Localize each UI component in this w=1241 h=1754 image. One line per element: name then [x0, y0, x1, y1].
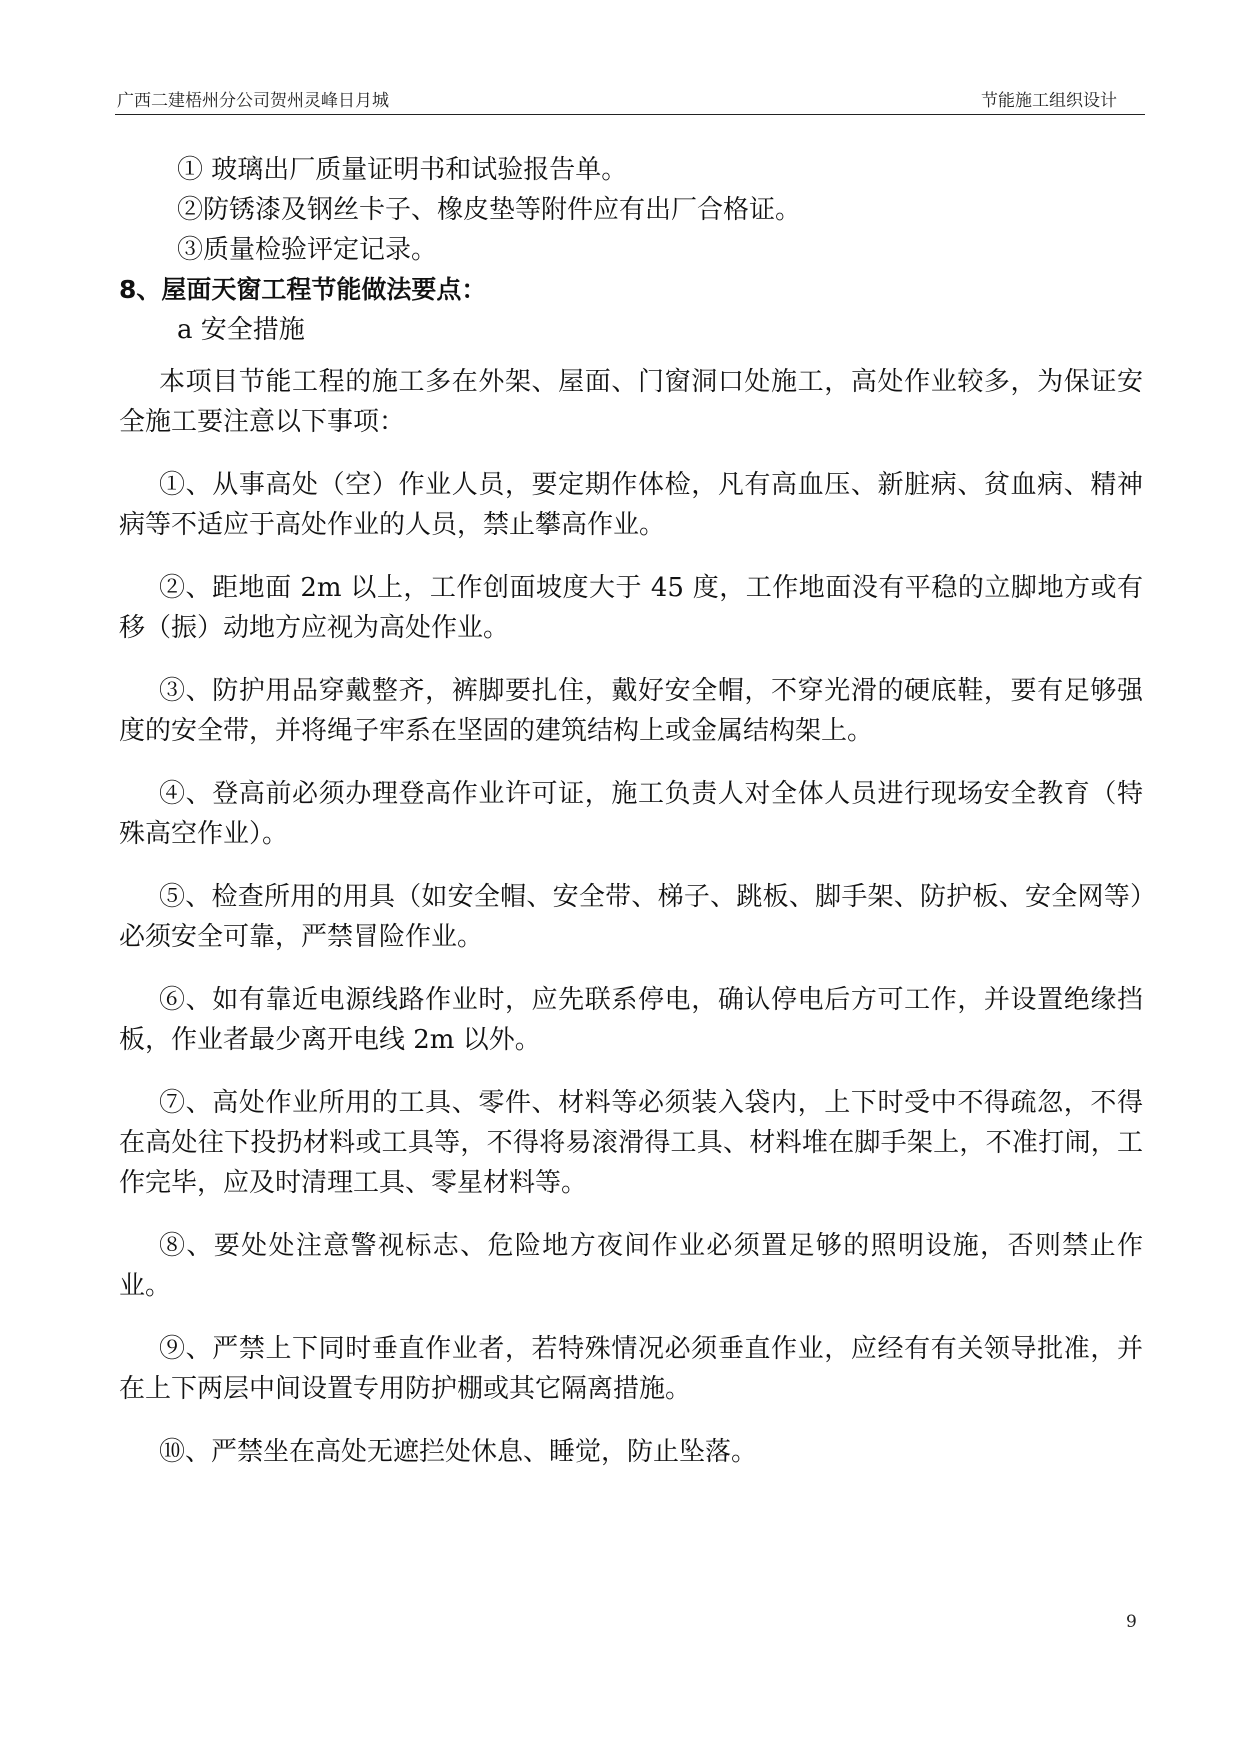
- safety-item-text: ⑥、如有靠近电源线路作业时，应先联系停电，确认停电后方可工作，并设置绝缘挡板，作业者最少离开电线 2m 以外。: [119, 985, 1143, 1055]
- intro-paragraph: [119, 362, 1143, 442]
- safety-item-2: [119, 568, 1143, 648]
- safety-item-text: ③、防护用品穿戴整齐，裤脚要扎住，戴好安全帽，不穿光滑的硬底鞋，要有足够强度的安全带，并将绳子牢系在坚固的建筑结构上或金属结构架上。: [119, 676, 1143, 746]
- safety-item-5: [119, 877, 1143, 957]
- safety-item-text: ④、登高前必须办理登高作业许可证，施工负责人对全体人员进行现场安全教育（特殊高空作业）。: [119, 779, 1143, 849]
- safety-item-8: [119, 1226, 1143, 1306]
- safety-item-6: [119, 980, 1143, 1060]
- safety-item-10: [119, 1432, 1143, 1472]
- safety-item-text: ⑧、要处处注意警视标志、危险地方夜间作业必须置足够的照明设施，否则禁止作业。: [119, 1231, 1143, 1301]
- header-company: 广西二建梧州分公司贺州灵峰日月城: [117, 91, 389, 111]
- subsection-heading: a 安全措施: [177, 315, 305, 345]
- safety-item-9: [119, 1329, 1143, 1409]
- header-doc-title: 节能施工组织设计: [981, 91, 1117, 111]
- doc-item-2: ②防锈漆及钢丝卡子、橡皮垫等附件应有出厂合格证。: [177, 195, 802, 225]
- doc-item-3: ③质量检验评定记录。: [177, 235, 438, 265]
- intro-text: 本项目节能工程的施工多在外架、屋面、门窗洞口处施工，高处作业较多，为保证安全施工要注意以下事项：: [119, 367, 1143, 437]
- page-number: 9: [1126, 1612, 1137, 1632]
- safety-item-text: ①、从事高处（空）作业人员，要定期作体检，凡有高血压、新脏病、贫血病、精神病等不适应于高处作业的人员，禁止攀高作业。: [119, 470, 1143, 540]
- safety-item-text: ⑨、严禁上下同时垂直作业者，若特殊情况必须垂直作业，应经有有关领导批准，并在上下两层中间设置专用防护棚或其它隔离措施。: [119, 1334, 1143, 1404]
- safety-item-7: [119, 1083, 1143, 1203]
- safety-item-text: ⑩、严禁坐在高处无遮拦处休息、睡觉，防止坠落。: [159, 1437, 758, 1467]
- safety-item-1: [119, 465, 1143, 545]
- section-heading: 8、屋面天窗工程节能做法要点：: [119, 275, 487, 304]
- doc-item-1: ① 玻璃出厂质量证明书和试验报告单。: [177, 155, 628, 185]
- safety-item-text: ⑤、检查所用的用具（如安全帽、安全带、梯子、跳板、脚手架、防护板、安全网等）必须安全可靠，严禁冒险作业。: [119, 882, 1143, 952]
- page-header: [115, 86, 1145, 115]
- safety-item-4: [119, 774, 1143, 854]
- safety-item-text: ②、距地面 2m 以上，工作创面坡度大于 45 度，工作地面没有平稳的立脚地方或有移（振）动地方应视为高处作业。: [119, 573, 1143, 643]
- safety-item-3: [119, 671, 1143, 751]
- safety-item-text: ⑦、高处作业所用的工具、零件、材料等必须装入袋内，上下时受中不得疏忽，不得在高处往下投扔材料或工具等，不得将易滚滑得工具、材料堆在脚手架上，不准打闹，工作完毕，应及时清理工具、零星材料等。: [119, 1088, 1143, 1198]
- page-body: [119, 150, 1143, 1472]
